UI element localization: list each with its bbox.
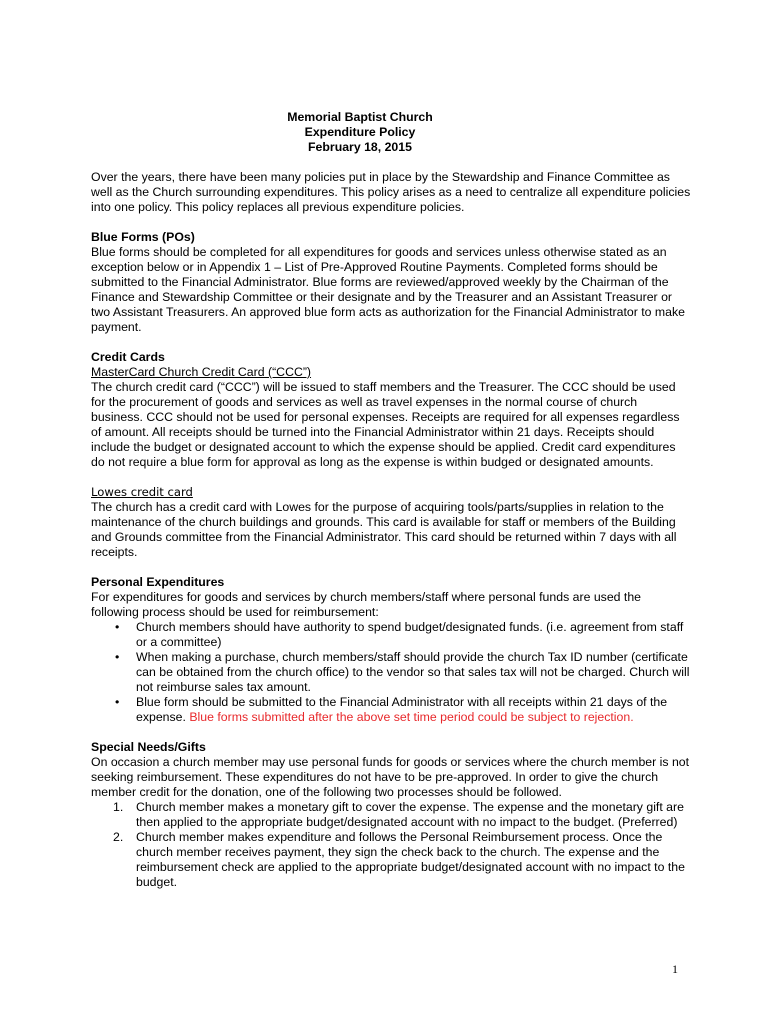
list-item: [91, 695, 691, 725]
blue-forms-heading: Blue Forms (POs): [91, 230, 195, 244]
list-item: [91, 620, 691, 650]
document-date: February 18, 2015: [308, 140, 412, 154]
org-name: Memorial Baptist Church: [287, 110, 433, 124]
list-item: [91, 800, 691, 830]
rejection-note: Blue forms submitted after the above set time period could be subject to rejection.: [189, 710, 634, 724]
list-item-text: Church members should have authority to spend budget/designated funds. (i.e. agreement from staff or a committee): [136, 620, 684, 649]
special-intro: On occasion a church member may use personal funds for goods or services where the church member is not seeking reimbursement. These expenditures do not have to be pre-approved. In order to give the church member credit for the donation, one of the following two processes should be followed.: [91, 755, 690, 799]
personal-expenditures-section: [91, 575, 691, 725]
blue-forms-body: Blue forms should be completed for all expenditures for goods and services unless otherwise stated as an exception below or in Appendix 1 – List of Pre-Approved Routine Payments. Completed forms should be submitted to the Financial Administrator. Blue forms are reviewed/approved weekly by the Chairman of the Finance and Stewardship Committee or their designate and by the Treasurer and an Assistant Treasurer or two Assistant Treasurers. An approved blue form acts as authorization for the Financial Administrator to make payment.: [91, 245, 685, 334]
personal-bullet-list: [91, 620, 691, 725]
list-item-text: Church member makes a monetary gift to cover the expense. The expense and the monetary gift are then applied to the appropriate budget/designated account with no impact to the budget. (Preferred): [136, 800, 684, 829]
list-item: [91, 650, 691, 695]
bullet-icon: •: [115, 695, 120, 709]
page-number: 1: [672, 962, 678, 976]
special-needs-section: [91, 740, 691, 890]
blue-forms-section: [91, 230, 691, 335]
bullet-icon: •: [115, 650, 120, 664]
list-item-text: Church member makes expenditure and follows the Personal Reimbursement process. Once the church member receives payment, they sign the check back to the church. The expense and the reimbursement check are applied to the appropriate budget/designated account with no impact to the budget.: [136, 830, 685, 889]
credit-cards-heading: Credit Cards: [91, 350, 165, 364]
credit-cards-section: [91, 350, 691, 470]
document-title: Expenditure Policy: [304, 125, 416, 139]
bullet-icon: •: [115, 620, 120, 634]
lowes-section: [91, 485, 691, 560]
lowes-body: The church has a credit card with Lowes for the purpose of acquiring tools/parts/supplies in relation to the maintenance of the church buildings and grounds. This card is available for staff or members of the Building and Grounds committee from the Financial Administrator. This card should be returned within 7 days with all receipts.: [91, 500, 677, 559]
personal-heading: Personal Expenditures: [91, 575, 225, 589]
document-page: [91, 110, 691, 890]
special-numbered-list: [91, 800, 691, 890]
list-item-text: Blue form should be submitted to the Financial Administrator with all receipts within 21 days of the expense.: [136, 695, 668, 724]
list-number: 2.: [113, 830, 124, 844]
list-number: 1.: [113, 800, 124, 814]
personal-intro: For expenditures for goods and services by church members/staff where personal funds are used the following process should be used for reimbursement:: [91, 590, 642, 619]
list-item-text: When making a purchase, church members/staff should provide the church Tax ID number (certificate can be obtained from the church office) to the vendor so that sales tax will not be charged. Church will not reimburse sales tax amount.: [136, 650, 690, 694]
intro-paragraph: Over the years, there have been many policies put in place by the Stewardship and Finance Committee as well as the Church surrounding expenditures. This policy arises as a need to centralize all expenditure policies into one policy. This policy replaces all previous expenditure policies.: [91, 170, 691, 214]
lowes-heading: Lowes credit card: [91, 485, 193, 499]
mastercard-body: The church credit card (“CCC”) will be issued to staff members and the Treasurer. The CCC should be used for the procurement of goods and services as well as travel expenses in the normal course of church business. CCC should not be used for personal expenses. Receipts are required for all expenses regardless of amount. All receipts should be turned into the Financial Administrator within 21 days. Receipts should include the budget or designated account to which the expense should be applied. Credit card expenditures do not require a blue form for approval as long as the expense is within budged or designated amounts.: [91, 380, 680, 469]
special-heading: Special Needs/Gifts: [91, 740, 206, 754]
mastercard-heading: MasterCard Church Credit Card (“CCC”): [91, 365, 312, 379]
document-header: [91, 110, 629, 155]
list-item: [91, 830, 691, 890]
